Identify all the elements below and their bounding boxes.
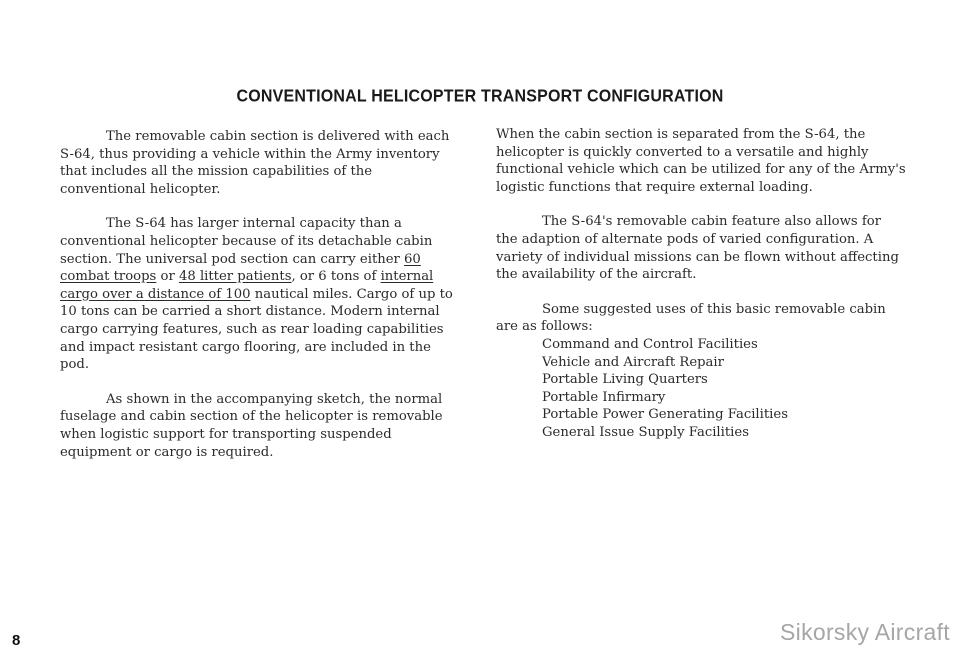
page-title: CONVENTIONAL HELICOPTER TRANSPORT CONFIGURATION — [236, 87, 724, 106]
p2-text-d: nautical miles. Cargo of up to 10 tons can be carried a short distance. Modern internal cargo carrying features, such as rear loading capabilities and impact resistant cargo flooring, are included in the pod. — [60, 286, 453, 373]
left-paragraph-3: As shown in the accompanying sketch, the normal fuselage and cabin section of the helicopter is removable when logistic support for transporting suspended equipment or cargo is required. — [60, 391, 443, 460]
list-item: Vehicle and Aircraft Repair — [542, 354, 724, 370]
list-item: General Issue Supply Facilities — [542, 424, 749, 440]
p2-text-a: The S-64 has larger internal capacity than a conventional helicopter because of its detachable cabin section. The universal pod section can carry either — [60, 216, 433, 267]
underlined-litter-patients: 48 litter patients — [178, 269, 292, 285]
right-paragraph-1: When the cabin section is separated from the S-64, the helicopter is quickly converted to a versatile and highly functional vehicle which can be utilized for any of the Army's logistic functions that require external loading. — [496, 127, 906, 195]
uses-list — [496, 336, 906, 442]
brand-logo-text: Sikorsky Aircraft — [780, 619, 950, 645]
right-paragraph-3: Some suggested uses of this basic removable cabin are as follows: — [496, 301, 886, 335]
underlined-internal-cargo: internal cargo over a distance of 100 — [60, 269, 434, 302]
page-number: 8 — [12, 632, 21, 649]
p2-text-b: or — [156, 269, 179, 285]
right-column — [496, 126, 906, 442]
left-paragraph-1: The removable cabin section is delivered with each S-64, thus providing a vehicle within the Army inventory that includes all the mission capabilities of the conventional helicopter. — [60, 129, 450, 197]
left-paragraph-2 — [60, 215, 455, 373]
left-column — [60, 128, 455, 478]
p2-text-c: , or 6 tons of — [291, 269, 381, 285]
right-paragraph-2: The S-64's removable cabin feature also allows for the adaption of alternate pods of varied configuration. A variety of individual missions can be flown without affecting the availability of the aircraft. — [496, 214, 899, 283]
list-item: Portable Infirmary — [542, 389, 666, 405]
list-item: Portable Living Quarters — [542, 372, 708, 388]
list-item: Command and Control Facilities — [542, 336, 758, 352]
list-item: Portable Power Generating Facilities — [542, 407, 788, 423]
underlined-combat-troops: 60 combat troops — [60, 251, 421, 285]
